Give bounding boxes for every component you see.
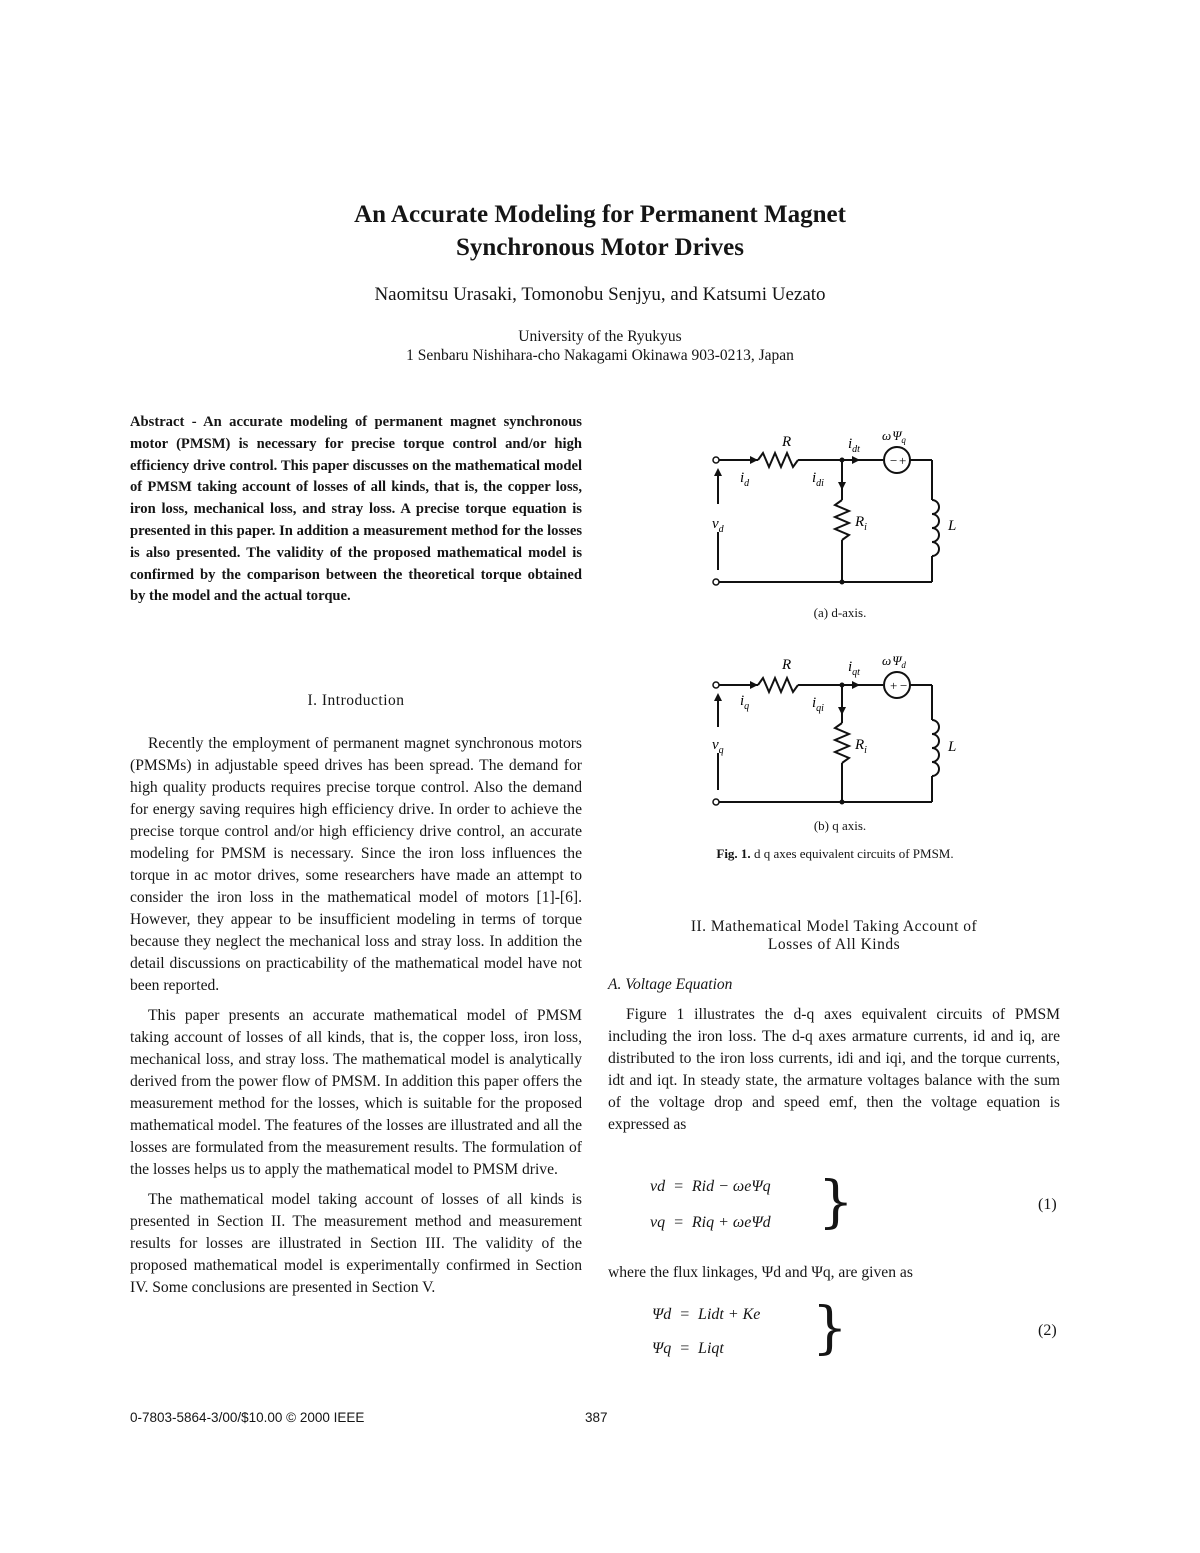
- equation-2-number: (2): [1038, 1322, 1057, 1339]
- svg-text:idi: $i_{di}$: [812, 470, 824, 489]
- svg-text:vd: $v_d$: [712, 516, 724, 535]
- section-2-heading-line-2: Losses of All Kinds: [767, 936, 901, 953]
- authors: Naomitsu Urasaki, Tomonobu Senjyu, and Katsumi Uezato: [374, 284, 826, 305]
- equation-1-number: (1): [1038, 1196, 1057, 1213]
- figure-1a-caption: (a) d-axis.: [813, 605, 867, 620]
- svg-text:iqi: $i_{qi}$: [812, 695, 824, 714]
- svg-text:R: R: [782, 657, 792, 673]
- svg-text:vq: $v_q$: [712, 737, 724, 756]
- section-1-body: [130, 733, 582, 1307]
- intro-paragraph-2: This paper presents an accurate mathematical model of PMSM taking account of losses of all kinds, that is, the copper loss, iron loss, mechanical loss, and stray loss. The mathematical model is analytically derived from the power flow of PMSM. In addition this paper offers the measurement method for the losses, which is suitable for the proposed mathematical model. The features of the losses are illustrated and all the losses are formulated from the measurement results. The formulation of the losses helps us to apply the mathematical model to PMSM drive.: [130, 1007, 582, 1178]
- voltage-paragraph: Figure 1 illustrates the d-q axes equivalent circuits of PMSM including the iron loss. The d-q axes armature currents, id and iq, are distributed to the iron loss currents, idi and iqi, and the torque currents, idt and iqt. In steady state, the armature voltages balance with the sum of the voltage drop and speed emf, then the voltage equation is expressed as: [608, 1006, 1060, 1133]
- svg-text:Ri: $R_i$: [855, 514, 867, 533]
- svg-text:ωΨq: $\omega\Psi_q$: [882, 428, 906, 445]
- affiliation-line-1: University of the Ryukyus: [518, 328, 682, 345]
- svg-text:iqt: $i_{qt}$: [848, 659, 860, 678]
- svg-text:+: +: [899, 453, 907, 468]
- abstract: Abstract - An accurate modeling of permanent magnet synchronous motor (PMSM) is necessary for precise torque control and/or high efficiency drive control. This paper discusses on the mathematical model of PMSM taking account of losses of all kinds, that is, the copper loss, iron loss, mechanical loss, and stray loss. A precise torque equation is presented in this paper. In addition a measurement method for the losses is also presented. The validity of the proposed mathematical model is confirmed by the comparison between the theoretical torque obtained by the model and the actual torque.: [130, 414, 582, 605]
- paper-title: [0, 198, 1200, 264]
- copyright-footer: 0-7803-5864-3/00/$10.00 © 2000 IEEE: [130, 1410, 365, 1425]
- svg-text:id: $i_d$: [740, 470, 750, 489]
- section-2-heading-line-1: II. Mathematical Model Taking Account of: [690, 918, 978, 935]
- page-number: 387: [585, 1410, 608, 1425]
- affiliation: [0, 327, 1200, 365]
- svg-text:−: −: [890, 453, 898, 468]
- svg-text:L: L: [948, 739, 957, 755]
- section-2-heading: [608, 918, 1060, 954]
- figure-1-caption-text: d q axes equivalent circuits of PMSM.: [753, 846, 954, 861]
- label-R: R: [782, 434, 792, 450]
- figure-1b-caption: (b) q axis.: [813, 818, 867, 833]
- svg-text:L: L: [948, 518, 957, 534]
- subsection-a-heading: A. Voltage Equation: [608, 976, 733, 993]
- affiliation-line-2: 1 Senbaru Nishihara-cho Nakagami Okinawa 903-0213, Japan: [406, 347, 794, 364]
- svg-text:+: +: [890, 678, 898, 693]
- svg-text:Ri: $R_i$: [855, 737, 867, 756]
- intro-paragraph-3: The mathematical model taking account of losses of all kinds is presented in Section II. The measurement method and measurement results for losses are illustrated in Section III. The validity of the proposed mathematical model is experimentally confirmed in Section IV. Some conclusions are presented in Section V.: [130, 1191, 582, 1296]
- svg-text:idt: $i_{dt}$: [848, 436, 860, 455]
- equation-2-brace: }: [812, 1296, 848, 1361]
- equation-1-brace: }: [818, 1170, 854, 1235]
- equation-2-line-1: Ψd = Lidt + Ke: [652, 1306, 761, 1323]
- equation-2-line-2: Ψq = Liqt: [652, 1340, 724, 1357]
- figure-1-caption: [620, 846, 1050, 862]
- equation-1-line-1: vd = Rid − ωeΨq: [650, 1178, 771, 1195]
- section-1-heading: I. Introduction: [307, 692, 405, 709]
- section-2-paragraph-2: where the flux linkages, Ψd and Ψq, are given as: [608, 1264, 913, 1281]
- intro-paragraph-1: Recently the employment of permanent magnet synchronous motors (PMSMs) in adjustable speed drives has been spread. The demand for high quality products requires precise torque control. Also the demand for energy saving requires high efficiency drive. In order to achieve the precise torque control and/or high efficiency drive control, an accurate modeling for PMSM is necessary. Since the iron loss influences the torque in ac motor drives, some researchers have made an attempt to consider the iron loss in the mathematical model of motors [1]-[6]. However, they appear to be insufficient modeling in terms of torque because they neglect the mechanical loss and stray loss. In addition the detail discussions on practicability of the mathematical model have not been reported.: [130, 735, 582, 994]
- svg-text:ωΨd: $\omega\Psi_d$: [882, 653, 906, 670]
- figure-1-caption-label: Fig. 1.: [716, 846, 751, 861]
- figure-1a-circuit: [700, 420, 980, 600]
- svg-text:−: −: [900, 678, 908, 693]
- svg-text:iq: $i_q$: [740, 693, 750, 712]
- figure-1b-circuit: [700, 645, 980, 815]
- title-line-2: Synchronous Motor Drives: [456, 234, 744, 261]
- section-2-paragraph-1: [608, 1004, 1060, 1136]
- equation-1-line-2: vq = Riq + ωeΨd: [650, 1214, 771, 1231]
- title-line-1: An Accurate Modeling for Permanent Magnet: [354, 201, 846, 228]
